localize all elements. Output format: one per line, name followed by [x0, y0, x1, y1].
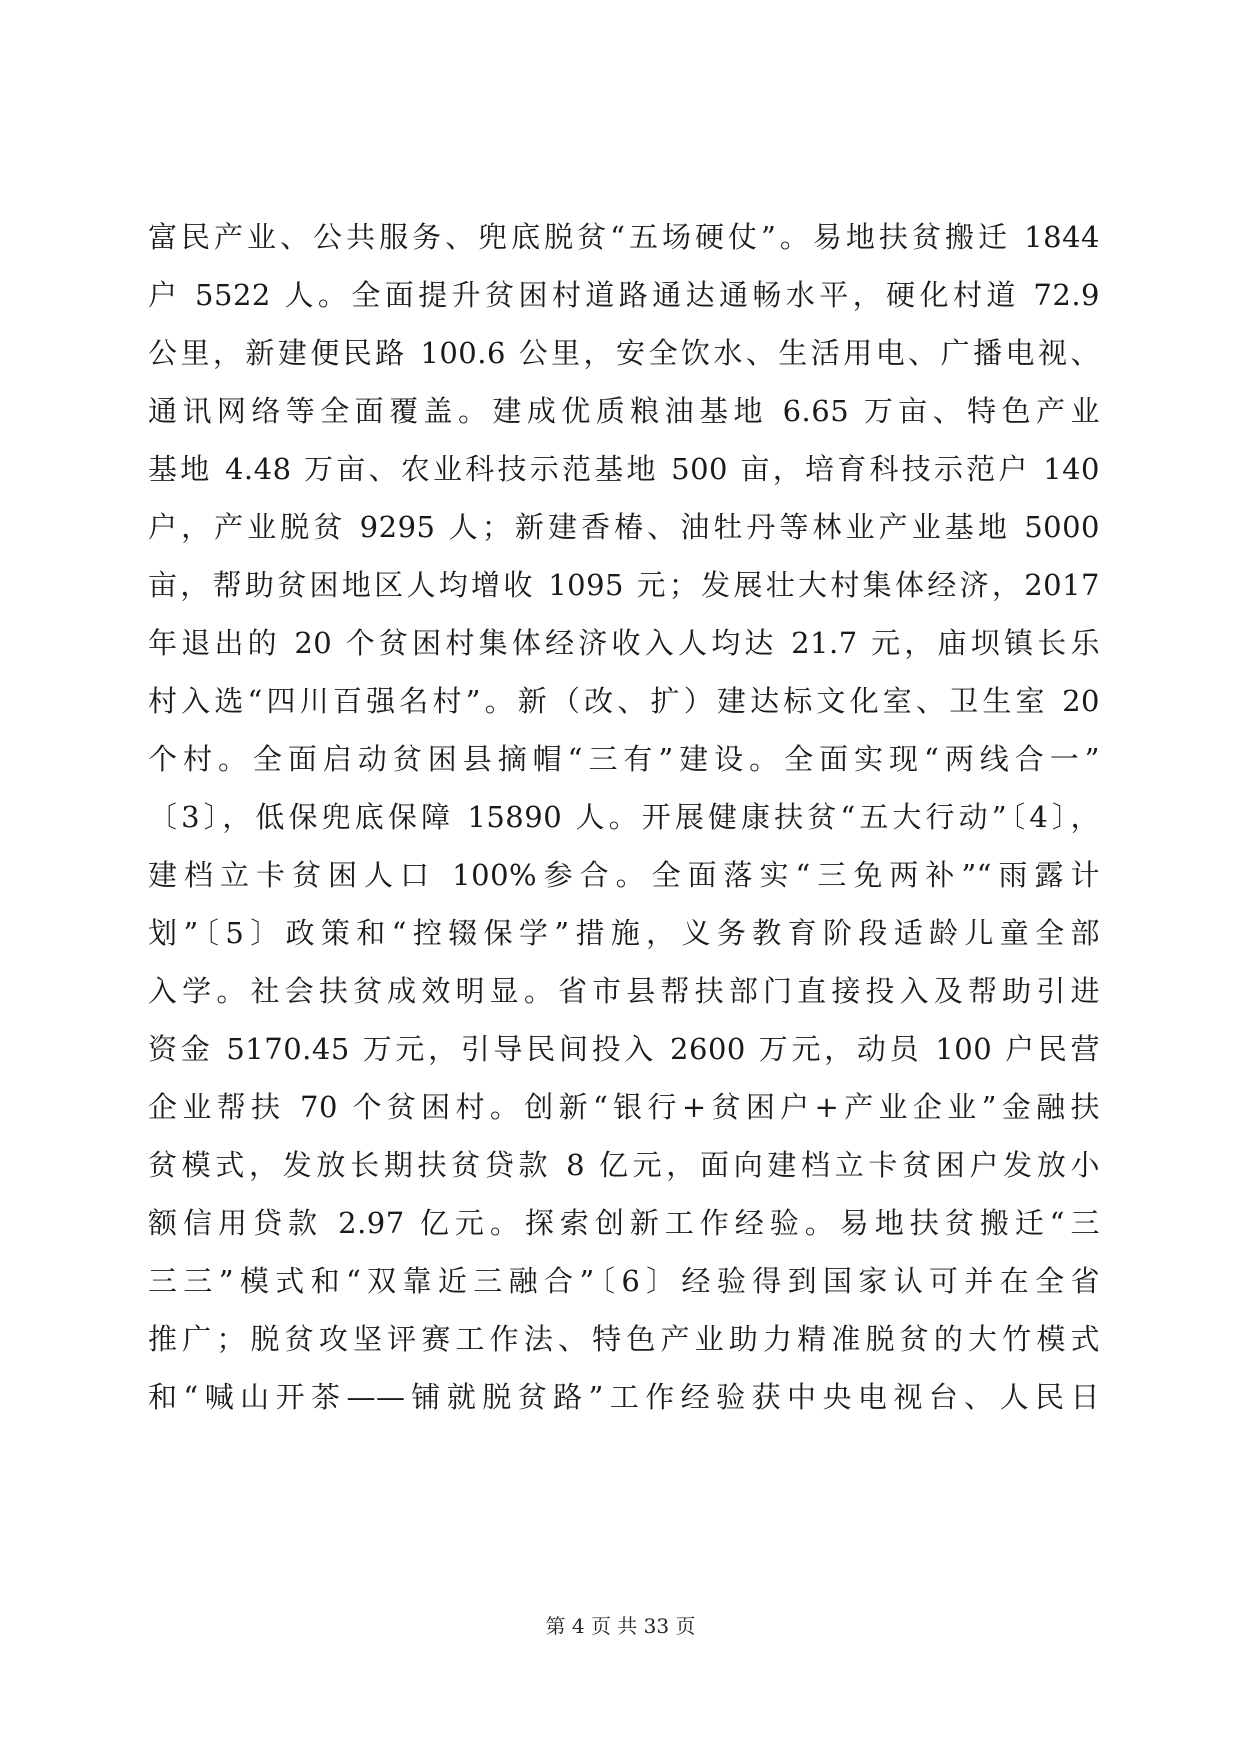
text-line: 村入选“四川百强名村”。新（改、扩）建达标文化室、卫生室 20	[148, 684, 1100, 718]
text-line: 年退出的 20 个贫困村集体经济收入人均达 21.7 元，庙坝镇长乐	[148, 626, 1100, 660]
text-line: 通讯网络等全面覆盖。建成优质粮油基地 6.65 万亩、特色产业	[148, 394, 1100, 428]
text-line: 推广；脱贫攻坚评赛工作法、特色产业助力精准脱贫的大竹模式	[148, 1322, 1100, 1356]
text-line: 建档立卡贫困人口 100%参合。全面落实“三免两补”“雨露计	[148, 858, 1100, 892]
text-line: 入学。社会扶贫成效明显。省市县帮扶部门直接投入及帮助引进	[148, 974, 1100, 1008]
text-line: 划”〔5〕政策和“控辍保学”措施，义务教育阶段适龄儿童全部	[148, 916, 1100, 950]
text-line: 和“喊山开茶——铺就脱贫路”工作经验获中央电视台、人民日	[148, 1380, 1100, 1414]
text-line: 户 5522 人。全面提升贫困村道路通达通畅水平，硬化村道 72.9	[148, 278, 1100, 312]
text-line: 亩，帮助贫困地区人均增收 1095 元；发展壮大村集体经济，2017	[148, 568, 1100, 602]
text-line: 个村。全面启动贫困县摘帽“三有”建设。全面实现“两线合一”	[148, 742, 1100, 776]
body-text	[148, 208, 1100, 1426]
text-line: 公里，新建便民路 100.6 公里，安全饮水、生活用电、广播电视、	[148, 336, 1100, 370]
text-line: 企业帮扶 70 个贫困村。创新“银行+贫困户+产业企业”金融扶	[148, 1090, 1100, 1124]
text-line: 户，产业脱贫 9295 人；新建香椿、油牡丹等林业产业基地 5000	[148, 510, 1100, 544]
text-line: 资金 5170.45 万元，引导民间投入 2600 万元，动员 100 户民营	[148, 1032, 1100, 1066]
text-line: 基地 4.48 万亩、农业科技示范基地 500 亩，培育科技示范户 140	[148, 452, 1100, 486]
page-number-footer: 第 4 页 共 33 页	[545, 1614, 696, 1638]
text-line: 富民产业、公共服务、兜底脱贫“五场硬仗”。易地扶贫搬迁 1844	[148, 220, 1100, 254]
text-line: 额信用贷款 2.97 亿元。探索创新工作经验。易地扶贫搬迁“三	[148, 1206, 1100, 1240]
text-line: 〔3〕，低保兜底保障 15890 人。开展健康扶贫“五大行动”〔4〕，	[148, 800, 1100, 834]
text-line: 三三”模式和“双靠近三融合”〔6〕经验得到国家认可并在全省	[148, 1264, 1100, 1298]
text-line: 贫模式，发放长期扶贫贷款 8 亿元，面向建档立卡贫困户发放小	[148, 1148, 1100, 1182]
